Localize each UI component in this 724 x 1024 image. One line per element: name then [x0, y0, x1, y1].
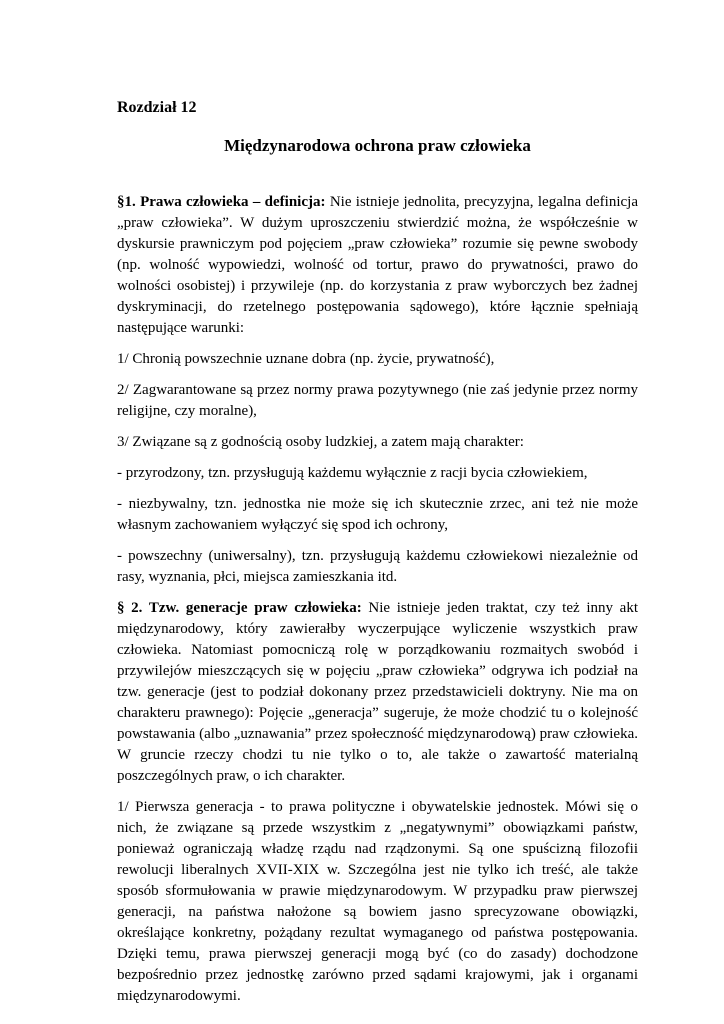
paragraph-s1-lead: §1. Prawa człowieka – definicja: — [117, 194, 326, 210]
paragraph-s2-lead: § 2. Tzw. generacje praw człowieka: — [117, 600, 362, 616]
chapter-label: Rozdział 12 — [117, 99, 197, 116]
list-item-3-zwiazane: 3/ Związane są z godnością osoby ludzkiej, a zatem mają charakter: — [117, 434, 524, 450]
list-item-1-chronia: 1/ Chronią powszechnie uznane dobra (np. życie, prywatność), — [117, 351, 495, 367]
bullet-przyrodzony: - przyrodzony, tzn. przysługują każdemu wyłącznie z racji bycia człowiekiem, — [117, 465, 588, 481]
bullet-niezbywalny: - niezbywalny, tzn. jednostka nie może się ich skutecznie zrzec, ani też nie może własnym zachowaniem wyłączyć się spod ich ochrony, — [117, 496, 638, 533]
list-item-2-zagwarantowane: 2/ Zagwarantowane są przez normy prawa pozytywnego (nie zaś jedynie przez normy religijne, czy moralne), — [117, 382, 638, 419]
paragraph-s1-definition — [117, 192, 638, 339]
paragraph-pierwsza-generacja: 1/ Pierwsza generacja - to prawa polityczne i obywatelskie jednostek. Mówi się o nich, że związane są przede wszystkim z „negatywnymi” obowiązkami państw, ponieważ ograniczają władzę rządu nad rządzonymi. Są one spuścizną filozofii rewolucji liberalnych XVII-XIX w. Szczególna jest nie tylko ich treść, ale także sposób sformułowania w prawie międzynarodowym. W przypadku praw pierwszej generacji, na państwa nałożone są bowiem jasno sprecyzowane obowiązki, określające konkretny, pożądany rezultat wymaganego od państwa postępowania. Dzięki temu, prawa pierwszej generacji mogą być (co do zasady) dochodzone bezpośrednio przez jednostkę zarówno przed sądami krajowymi, jak i organami międzynarodowymi. — [117, 799, 638, 1004]
document-body — [117, 192, 638, 1007]
paragraph-s2-generacje — [117, 598, 638, 787]
document-title: Międzynarodowa ochrona praw człowieka — [224, 136, 531, 155]
paragraph-s2-text: Nie istnieje jeden traktat, czy też inny akt międzynarodowy, który zawierałby wyczerpujące wyliczenie wszystkich praw człowieka. Natomiast pomocniczą rolę w porządkowaniu rozmaitych swobód i przywilejów mieszczących się w pojęciu „praw człowieka” odgrywa ich podział na tzw. generacje (jest to podział dokonany przez przedstawicieli doktryny. Nie ma on charakteru prawnego): Pojęcie „generacja” sugeruje, że może chodzić tu o kolejność powstawania (albo „uznawania” przez społeczność międzynarodową) praw człowieka. W gruncie rzeczy chodzi tu nie tylko o to, ale także o zawartość materialną poszczególnych praw, o ich charakter. — [117, 600, 638, 784]
bullet-powszechny: - powszechny (uniwersalny), tzn. przysługują każdemu człowiekowi niezależnie od rasy, wyznania, płci, miejsca zamieszkania itd. — [117, 548, 638, 585]
paragraph-s1-text: Nie istnieje jednolita, precyzyjna, legalna definicja „praw człowieka”. W dużym uproszczeniu stwierdzić można, że współcześnie w dyskursie prawniczym pod pojęciem „praw człowieka” rozumie się pewne swobody (np. wolność wypowiedzi, wolność od tortur, prawo do prywatności, prawo do wolności osobistej) i przywileje (np. do korzystania z praw wyborczych bez żadnej dyskryminacji, do rzetelnego postępowania sądowego), które łącznie spełniają następujące warunki: — [117, 194, 638, 336]
